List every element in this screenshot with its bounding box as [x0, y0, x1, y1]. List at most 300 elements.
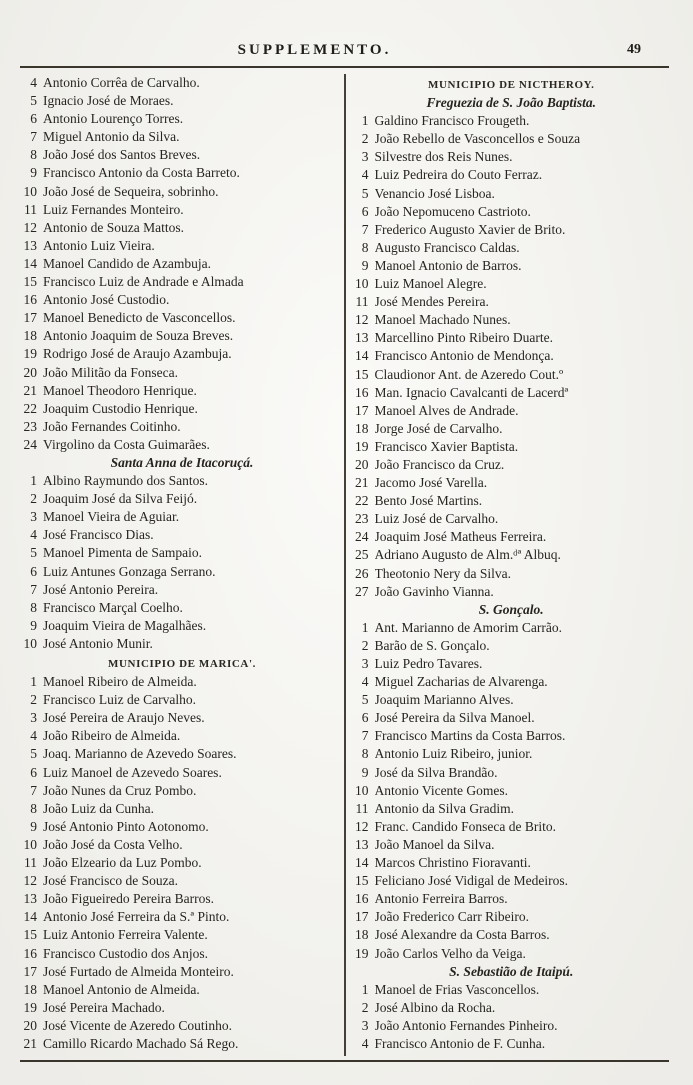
- item-number: 19: [355, 945, 369, 961]
- item-name: Frederico Augusto Xavier de Brito.: [374, 221, 566, 237]
- list-item: [20, 364, 344, 382]
- item-number: 11: [355, 800, 369, 816]
- item-number: 7: [361, 221, 369, 237]
- item-number: 13: [23, 237, 37, 253]
- item-number: 2: [30, 692, 37, 708]
- list-item: [352, 203, 672, 221]
- footer-divider: [20, 1060, 669, 1062]
- item-number: 17: [355, 909, 369, 925]
- item-number: 4: [361, 674, 369, 690]
- item-name: Marcellino Pinto Ribeiro Duarte.: [374, 330, 553, 346]
- item-name: Luiz José de Carvalho.: [374, 511, 499, 527]
- list-item: [352, 782, 672, 800]
- list-item: [20, 745, 344, 763]
- list-item: [352, 872, 672, 890]
- item-number: 4: [30, 75, 37, 90]
- item-number: 15: [23, 927, 37, 943]
- item-number: 1: [30, 473, 37, 489]
- item-number: 16: [355, 384, 369, 400]
- item-number: 5: [30, 746, 37, 762]
- item-number: 24: [355, 529, 369, 545]
- item-number: 2: [361, 637, 369, 653]
- item-number: 18: [355, 927, 369, 943]
- item-name: Manoel Vieira de Aguiar.: [43, 509, 180, 525]
- item-number: 23: [23, 418, 37, 434]
- list-item: [20, 854, 344, 872]
- item-number: 27: [355, 583, 369, 599]
- item-number: 13: [23, 891, 37, 907]
- list-item: [20, 92, 344, 110]
- item-name: João Ribeiro de Almeida.: [43, 728, 181, 744]
- right-column: [346, 74, 672, 1056]
- item-number: 9: [30, 617, 37, 633]
- item-name: João Gavinho Vianna.: [374, 583, 494, 599]
- list-item: [352, 166, 672, 184]
- list-item: [352, 637, 672, 655]
- header-divider: [20, 66, 669, 68]
- item-number: 22: [23, 400, 37, 416]
- item-number: 5: [361, 692, 369, 708]
- item-number: 16: [23, 945, 37, 961]
- list-item: [20, 999, 344, 1017]
- item-number: 6: [30, 111, 37, 127]
- item-name: Manoel Alves de Andrade.: [374, 402, 519, 418]
- item-name: João José da Costa Velho.: [43, 836, 183, 852]
- item-number: 6: [361, 203, 369, 219]
- item-name: Joaquim Marianno Alves.: [374, 692, 514, 708]
- item-name: Venancio José Lisboa.: [374, 185, 495, 201]
- item-name: José Vicente de Azeredo Coutinho.: [43, 1017, 233, 1033]
- item-number: 10: [355, 782, 369, 798]
- item-name: José Albino da Rocha.: [374, 999, 496, 1015]
- item-number: 8: [30, 147, 37, 163]
- list-item: [352, 619, 672, 637]
- item-number: 8: [30, 599, 37, 615]
- item-number: 19: [23, 346, 37, 362]
- item-number: 6: [30, 764, 37, 780]
- list-item: [352, 492, 672, 510]
- list-item: [20, 74, 344, 92]
- item-name: Joaquim Custodio Henrique.: [43, 400, 198, 416]
- list-item: [352, 257, 672, 275]
- item-number: 14: [23, 909, 37, 925]
- item-number: 20: [23, 1017, 37, 1033]
- item-name: Manoel Benedicto de Vasconcellos.: [43, 310, 236, 326]
- item-number: 8: [361, 746, 369, 762]
- item-name: José Pereira de Araujo Neves.: [43, 710, 205, 726]
- section-heading: S. Sebastião de Itaipú.: [449, 963, 574, 979]
- item-name: João Nepomuceno Castrioto.: [374, 203, 531, 219]
- list-item: [352, 727, 672, 745]
- item-name: Antonio Joaquim de Souza Breves.: [43, 328, 234, 344]
- page-title: SUPPLEMENTO.: [237, 42, 392, 58]
- item-number: 2: [361, 131, 369, 147]
- list-item: [20, 635, 344, 653]
- item-number: 13: [355, 836, 369, 852]
- list-item: [352, 926, 672, 944]
- item-number: 21: [23, 1035, 37, 1051]
- item-number: 3: [361, 149, 369, 165]
- item-number: 7: [361, 728, 369, 744]
- list-item: [352, 402, 672, 420]
- item-name: Claudionor Ant. de Azeredo Cout.º: [374, 366, 564, 382]
- item-number: 1: [361, 981, 369, 997]
- item-name: João Elzeario da Luz Pombo.: [43, 855, 202, 871]
- item-name: Francisco Luiz de Carvalho.: [43, 692, 196, 708]
- item-name: José Antonio Munir.: [43, 635, 153, 651]
- list-item: [20, 219, 344, 237]
- item-number: 19: [23, 999, 37, 1015]
- list-item: [352, 275, 672, 293]
- list-item: [20, 800, 344, 818]
- list-item: [20, 617, 344, 635]
- item-name: João Luiz da Cunha.: [43, 800, 154, 816]
- item-number: 9: [30, 165, 37, 181]
- item-name: José Francisco Dias.: [43, 527, 154, 543]
- item-name: José Pereira Machado.: [43, 999, 165, 1015]
- list-item: [352, 800, 672, 818]
- item-number: 20: [355, 456, 369, 472]
- item-number: 23: [355, 511, 369, 527]
- item-name: Adriano Augusto de Alm.ᵈª Albuq.: [374, 547, 561, 563]
- item-name: Manoel Candido de Azambuja.: [43, 255, 211, 271]
- item-number: 9: [361, 764, 369, 780]
- list-item: [352, 836, 672, 854]
- item-number: 4: [30, 728, 37, 744]
- item-name: João Fernandes Coitinho.: [43, 418, 181, 434]
- item-number: 21: [23, 382, 37, 398]
- item-number: 16: [355, 891, 369, 907]
- item-name: Francisco Antonio de F. Cunha.: [374, 1035, 546, 1051]
- list-item: [20, 309, 344, 327]
- list-item: [352, 148, 672, 166]
- section-heading: Freguezia de S. João Baptista.: [426, 95, 596, 111]
- item-number: 21: [355, 475, 369, 491]
- item-name: Francisco Luiz de Andrade e Almada: [43, 274, 244, 290]
- list-item: [20, 981, 344, 999]
- item-name: Miguel Antonio da Silva.: [43, 129, 180, 145]
- item-name: Bento José Martins.: [374, 493, 483, 509]
- list-item: [20, 255, 344, 273]
- list-item: [20, 691, 344, 709]
- item-name: Barão de S. Gonçalo.: [374, 637, 490, 653]
- list-item: [20, 418, 344, 436]
- item-name: Joaquim José Matheus Ferreira.: [374, 529, 547, 545]
- item-number: 24: [23, 436, 37, 452]
- item-name: Rodrigo José de Araujo Azambuja.: [43, 346, 232, 362]
- item-name: Antonio Luiz Ribeiro, junior.: [374, 746, 533, 762]
- item-number: 6: [361, 710, 369, 726]
- item-name: José Pereira da Silva Manoel.: [374, 710, 535, 726]
- item-name: Manoel Ribeiro de Almeida.: [43, 674, 197, 690]
- list-item: [20, 345, 344, 363]
- item-number: 1: [361, 113, 369, 129]
- item-name: Silvestre dos Reis Nunes.: [374, 149, 513, 165]
- page-number: 49: [627, 42, 641, 57]
- item-number: 17: [23, 310, 37, 326]
- list-item: [20, 237, 344, 255]
- item-name: Joaquim José da Silva Feijó.: [43, 491, 198, 507]
- item-name: Manoel de Frias Vasconcellos.: [374, 981, 540, 997]
- list-item: [20, 782, 344, 800]
- list-item: [20, 764, 344, 782]
- item-name: Francisco Marçal Coelho.: [43, 599, 183, 615]
- item-number: 3: [361, 656, 369, 671]
- item-name: Jorge José de Carvalho.: [374, 420, 503, 436]
- item-name: José Furtado de Almeida Monteiro.: [43, 963, 234, 979]
- item-number: 1: [30, 674, 37, 690]
- list-item: [20, 164, 344, 182]
- item-number: 6: [30, 563, 37, 579]
- item-number: 13: [355, 330, 369, 346]
- item-name: Antonio Corrêa de Carvalho.: [43, 75, 200, 90]
- item-number: 2: [30, 491, 37, 507]
- item-number: 4: [361, 1035, 369, 1051]
- item-name: Camillo Ricardo Machado Sá Rego.: [43, 1035, 239, 1051]
- item-number: 5: [30, 93, 37, 109]
- list-item: [352, 510, 672, 528]
- item-number: 3: [30, 509, 37, 525]
- item-number: 18: [355, 420, 369, 436]
- list-item: [352, 474, 672, 492]
- list-item: [20, 963, 344, 981]
- list-item: [352, 366, 672, 384]
- item-number: 12: [23, 219, 37, 235]
- list-item: [352, 185, 672, 203]
- item-name: Ignacio José de Moraes.: [43, 93, 174, 109]
- list-item: [352, 981, 672, 999]
- list-item: [20, 563, 344, 581]
- item-name: Theotonio Nery da Silva.: [374, 565, 511, 581]
- item-number: 15: [355, 873, 369, 889]
- item-number: 12: [23, 873, 37, 889]
- list-item: [20, 472, 344, 490]
- list-item: [352, 854, 672, 872]
- item-name: Manoel Antonio de Barros.: [374, 257, 522, 273]
- list-item: [352, 546, 672, 564]
- item-name: Man. Ignacio Cavalcanti de Lacerdª: [374, 384, 569, 400]
- item-number: 25: [355, 547, 369, 563]
- list-item: [352, 818, 672, 836]
- item-number: 15: [23, 274, 37, 290]
- item-name: João Nunes da Cruz Pombo.: [43, 782, 197, 798]
- item-name: Francisco Xavier Baptista.: [374, 438, 519, 454]
- item-name: José Alexandre da Costa Barros.: [374, 927, 550, 943]
- list-item: [20, 183, 344, 201]
- item-name: Luiz Fernandes Monteiro.: [43, 201, 184, 217]
- section-heading: Santa Anna de Itacoruçá.: [110, 454, 254, 470]
- list-item: [352, 583, 672, 601]
- item-number: 5: [361, 185, 369, 201]
- item-name: Antonio Vicente Gomes.: [374, 782, 509, 798]
- list-item: [20, 581, 344, 599]
- list-item: [20, 490, 344, 508]
- item-name: Jacomo José Varella.: [374, 475, 488, 491]
- list-item: [20, 526, 344, 544]
- list-item: [352, 890, 672, 908]
- section-heading: MUNICIPIO DE MARICA'.: [108, 658, 256, 670]
- list-item: [20, 273, 344, 291]
- list-item: [352, 239, 672, 257]
- list-item: [20, 709, 344, 727]
- item-name: Joaquim Vieira de Magalhães.: [43, 617, 207, 633]
- item-name: Antonio José Custodio.: [43, 292, 170, 308]
- item-name: Luiz Antonio Ferreira Valente.: [43, 927, 208, 943]
- item-number: 10: [355, 276, 369, 292]
- section-heading: S. Gonçalo.: [478, 601, 544, 617]
- list-item: [352, 311, 672, 329]
- item-name: José Francisco de Souza.: [43, 873, 178, 889]
- item-name: Antonio de Souza Mattos.: [43, 219, 184, 235]
- item-number: 7: [30, 581, 37, 597]
- item-number: 8: [30, 800, 37, 816]
- list-item: [20, 110, 344, 128]
- item-number: 14: [355, 855, 369, 871]
- list-item: [20, 201, 344, 219]
- list-item: [352, 945, 672, 963]
- item-number: 7: [30, 782, 37, 798]
- item-number: 9: [361, 257, 369, 273]
- list-item: [352, 384, 672, 402]
- item-name: Antonio José Ferreira da S.ª Pinto.: [43, 909, 230, 925]
- item-name: Galdino Francisco Frougeth.: [374, 113, 530, 129]
- list-item: [352, 1017, 672, 1035]
- list-item: [20, 599, 344, 617]
- list-item: [20, 872, 344, 890]
- list-item: [352, 709, 672, 727]
- item-name: João José de Sequeira, sobrinho.: [43, 183, 219, 199]
- list-item: [352, 673, 672, 691]
- item-number: 17: [355, 402, 369, 418]
- item-number: 15: [355, 366, 369, 382]
- item-name: Francisco Custodio dos Anjos.: [43, 945, 209, 961]
- item-number: 3: [30, 710, 37, 726]
- list-item: [352, 456, 672, 474]
- item-number: 16: [23, 292, 37, 308]
- item-name: Luiz Manoel de Azevedo Soares.: [43, 764, 222, 780]
- item-name: João José dos Santos Breves.: [43, 147, 201, 163]
- list-item: [20, 327, 344, 345]
- item-name: Luiz Pedreira do Couto Ferraz.: [374, 167, 543, 183]
- item-name: Manoel Pimenta de Sampaio.: [43, 545, 202, 561]
- list-item: [352, 908, 672, 926]
- item-number: 26: [355, 565, 369, 581]
- item-number: 17: [23, 963, 37, 979]
- list-item: [352, 691, 672, 709]
- item-name: João Rebello de Vasconcellos e Souza: [374, 131, 581, 147]
- item-name: Manoel Antonio de Almeida.: [43, 981, 200, 997]
- list-item: [20, 945, 344, 963]
- list-item: [20, 128, 344, 146]
- list-item: [20, 508, 344, 526]
- item-name: Manoel Theodoro Henrique.: [43, 382, 197, 398]
- item-number: 11: [24, 855, 37, 871]
- item-name: Francisco Martins da Costa Barros.: [374, 728, 566, 744]
- item-number: 20: [23, 364, 37, 380]
- list-item: [20, 818, 344, 836]
- list-item: [352, 420, 672, 438]
- list-item: [352, 764, 672, 782]
- item-number: 1: [361, 619, 369, 635]
- item-name: João Manoel da Silva.: [374, 836, 495, 852]
- list-item: [352, 329, 672, 347]
- item-number: 12: [355, 818, 369, 834]
- list-item: [352, 745, 672, 763]
- list-item: [20, 1017, 344, 1035]
- item-name: João Carlos Velho da Veiga.: [374, 945, 526, 961]
- item-number: 4: [30, 527, 37, 543]
- item-name: José Mendes Pereira.: [374, 294, 489, 310]
- list-item: [20, 926, 344, 944]
- item-name: Antonio da Silva Gradim.: [374, 800, 514, 816]
- list-item: [20, 836, 344, 854]
- list-item: [352, 347, 672, 365]
- two-column-list: [18, 74, 671, 1056]
- item-name: Luiz Antunes Gonzaga Serrano.: [43, 563, 216, 579]
- item-number: 4: [361, 167, 369, 183]
- list-item: [352, 112, 672, 130]
- item-name: Francisco Antonio da Costa Barreto.: [43, 165, 240, 181]
- list-item: [20, 727, 344, 745]
- item-number: 19: [355, 438, 369, 454]
- item-name: João Frederico Carr Ribeiro.: [374, 909, 529, 925]
- item-name: Ant. Marianno de Amorim Carrão.: [374, 619, 562, 635]
- item-name: Antonio Luiz Vieira.: [43, 237, 155, 253]
- list-item: [20, 400, 344, 418]
- item-name: João Militão da Fonseca.: [43, 364, 178, 380]
- item-number: 7: [30, 129, 37, 145]
- list-item: [352, 565, 672, 583]
- item-number: 11: [355, 294, 369, 310]
- item-name: Miguel Zacharias de Alvarenga.: [374, 674, 548, 690]
- list-item: [20, 890, 344, 908]
- item-number: 11: [24, 201, 37, 217]
- item-number: 12: [355, 312, 369, 328]
- item-name: Francisco Antonio de Mendonça.: [374, 348, 554, 364]
- item-number: 18: [23, 981, 37, 997]
- item-number: 3: [361, 1017, 369, 1033]
- item-name: José da Silva Brandão.: [374, 764, 498, 780]
- item-number: 9: [30, 818, 37, 834]
- list-item: [352, 528, 672, 546]
- item-name: Franc. Candido Fonseca de Brito.: [374, 818, 556, 834]
- left-column: [18, 74, 344, 1056]
- item-number: 14: [23, 255, 37, 271]
- item-name: João Francisco da Cruz.: [374, 456, 505, 472]
- item-name: Feliciano José Vidigal de Medeiros.: [374, 873, 569, 889]
- list-item: [20, 1035, 344, 1053]
- item-name: Marcos Christino Fioravanti.: [374, 855, 531, 871]
- list-item: [352, 293, 672, 311]
- item-number: 2: [361, 999, 369, 1015]
- page-header: [18, 42, 671, 62]
- item-number: 10: [23, 183, 37, 199]
- list-item: [20, 146, 344, 164]
- item-name: Luiz Pedro Tavares.: [374, 656, 483, 671]
- list-item: [20, 382, 344, 400]
- section-heading: MUNICIPIO DE NICTHEROY.: [428, 79, 595, 91]
- item-number: 14: [355, 348, 369, 364]
- item-name: José Antonio Pereira.: [43, 581, 159, 597]
- list-item: [352, 130, 672, 148]
- item-name: Antonio Ferreira Barros.: [374, 891, 508, 907]
- list-item: [352, 438, 672, 456]
- item-number: 18: [23, 328, 37, 344]
- item-name: João Antonio Fernandes Pinheiro.: [374, 1017, 558, 1033]
- item-name: Luiz Manoel Alegre.: [374, 276, 487, 292]
- item-number: 5: [30, 545, 37, 561]
- list-item: [352, 1035, 672, 1053]
